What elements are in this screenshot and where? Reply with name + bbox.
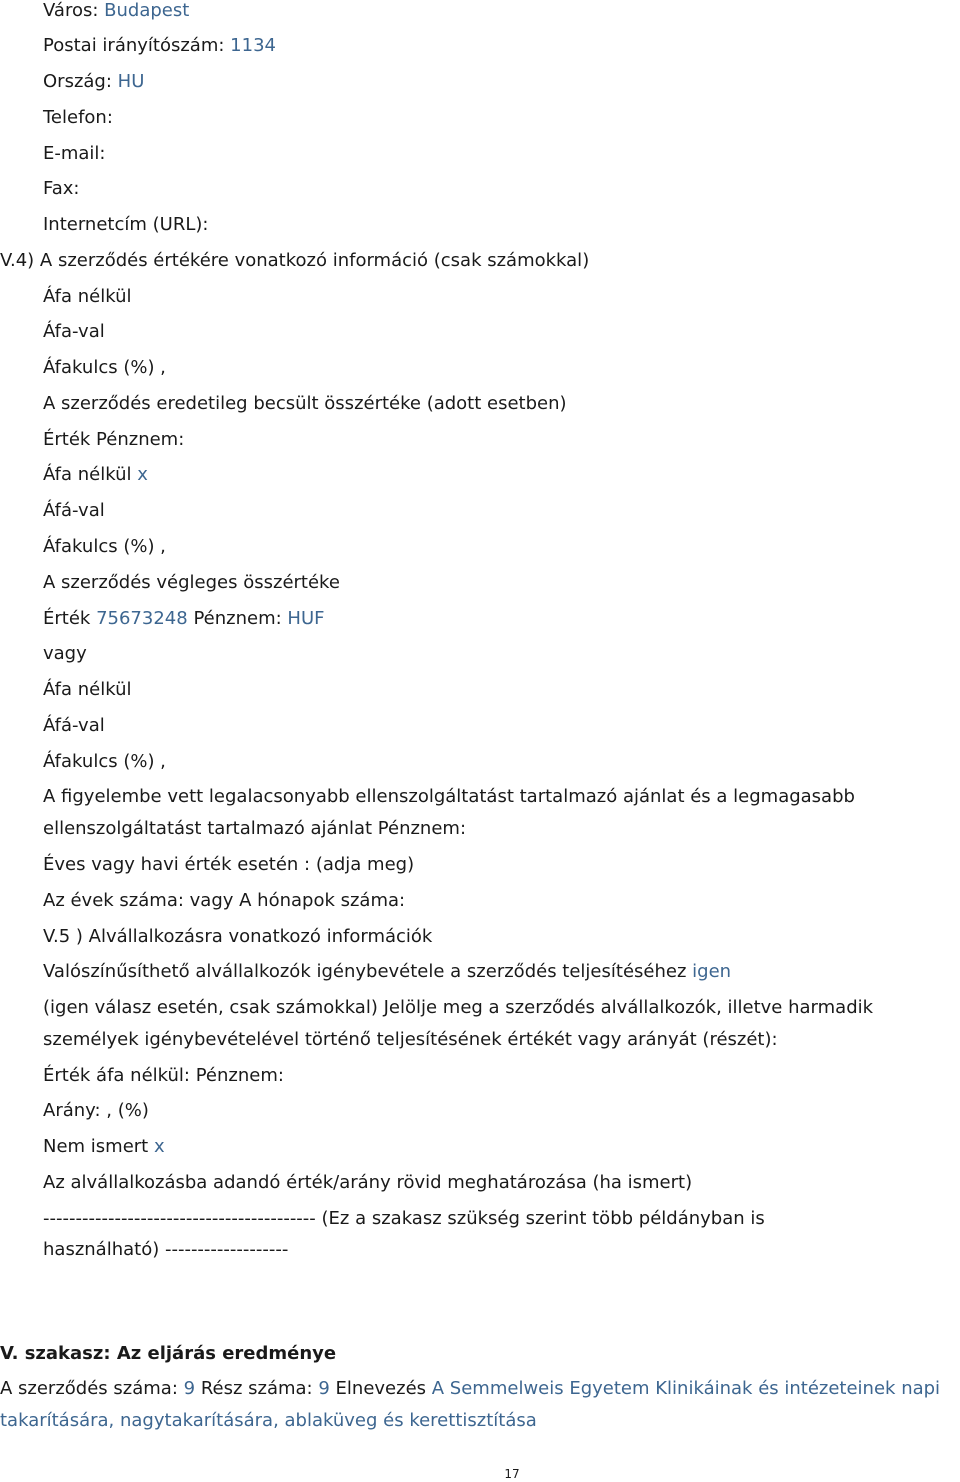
- city-value: Budapest: [104, 0, 190, 21]
- repeat-note-line-1: ------------------------------------------ (Ez a szakasz szükség szerint több példányban is: [43, 1208, 765, 1229]
- indicate-text-line-2: személyek igénybevételével történő teljesítésének értékét vagy arányát (részét):: [43, 1029, 778, 1050]
- short-description-label: Az alvállalkozásba adandó érték/arány rövid meghatározása (ha ismert): [43, 1172, 693, 1193]
- annual-monthly-label: Éves vagy havi érték esetén : (adja meg): [43, 854, 415, 875]
- indicate-text-line-1: (igen válasz esetén, csak számokkal) Jelölje meg a szerződés alvállalkozók, illetve harmadik: [43, 997, 874, 1018]
- postal-code-line: Postai irányítószám: 1134: [43, 35, 276, 56]
- or-label: vagy: [43, 643, 87, 664]
- contract-title-value-1: A Semmelweis Egyetem Klinikáinak és intézeteinek napi: [431, 1378, 941, 1399]
- result-section-heading: V. szakasz: Az eljárás eredménye: [0, 1343, 337, 1364]
- contract-title-value-2: takarítására, nagytakarítására, ablaküveg és kerettisztítása: [0, 1410, 537, 1431]
- unknown-checkmark: x: [153, 1136, 165, 1157]
- city-line: Város: Budapest: [43, 0, 190, 21]
- vat-rate-2: Áfakulcs (%) ,: [43, 536, 166, 557]
- page-number: 17: [504, 1467, 520, 1481]
- contract-number-value: 9: [183, 1378, 196, 1399]
- estimated-total-label: A szerződés eredetileg becsült összértéke (adott esetben): [43, 393, 567, 414]
- value-currency-1: Érték Pénznem:: [43, 429, 185, 450]
- fax-label: Fax:: [43, 178, 80, 199]
- vat-excluded-3: Áfa nélkül: [43, 679, 132, 700]
- contract-info-line: A szerződés száma: 9 Rész száma: 9 Elnevezés A Semmelweis Egyetem Klinikáinak és intézeteinek napi: [0, 1378, 941, 1399]
- repeat-note-line-2: használható) -------------------: [43, 1239, 289, 1260]
- years-months-label: Az évek száma: vagy A hónapok száma:: [43, 890, 406, 911]
- section-v5-heading: V.5 ) Alvállalkozásra vonatkozó információk: [43, 926, 433, 947]
- vat-included-1: Áfa-val: [43, 321, 105, 342]
- subcontracting-likely-line: Valószínűsíthető alvállalkozók igénybevétele a szerződés teljesítéséhez igen: [43, 961, 732, 982]
- offers-text-line-1: A figyelembe vett legalacsonyabb ellenszolgáltatást tartalmazó ajánlat és a legmagasabb: [43, 786, 855, 807]
- ratio-label: Arány: , (%): [43, 1100, 149, 1121]
- vat-rate-1: Áfakulcs (%) ,: [43, 357, 166, 378]
- final-value-line: Érték 75673248 Pénznem: HUF: [43, 608, 325, 629]
- country-line: Ország: HU: [43, 71, 145, 92]
- subcontracting-likely-value: igen: [692, 961, 732, 982]
- value-excl-vat-label: Érték áfa nélkül: Pénznem:: [43, 1065, 284, 1086]
- final-value-amount: 75673248: [96, 608, 188, 629]
- email-label: E-mail:: [43, 143, 106, 164]
- unknown-line: Nem ismert x: [43, 1136, 165, 1157]
- vat-rate-3: Áfakulcs (%) ,: [43, 751, 166, 772]
- offers-text-line-2: ellenszolgáltatást tartalmazó ajánlat Pénznem:: [43, 818, 467, 839]
- postal-code-value: 1134: [230, 35, 276, 56]
- vat-excluded-1: Áfa nélkül: [43, 286, 132, 307]
- url-label: Internetcím (URL):: [43, 214, 209, 235]
- country-value: HU: [117, 71, 145, 92]
- section-v4-heading: V.4) A szerződés értékére vonatkozó információ (csak számokkal): [0, 250, 590, 271]
- final-value-currency: HUF: [287, 608, 325, 629]
- final-total-label: A szerződés végleges összértéke: [43, 572, 340, 593]
- part-number-value: 9: [318, 1378, 330, 1399]
- phone-label: Telefon:: [43, 107, 113, 128]
- vat-excluded-2: Áfa nélkül x: [43, 464, 148, 485]
- vat-excluded-checkmark: x: [137, 464, 148, 485]
- vat-included-2: Áfá-val: [43, 500, 105, 521]
- vat-included-3: Áfá-val: [43, 715, 105, 736]
